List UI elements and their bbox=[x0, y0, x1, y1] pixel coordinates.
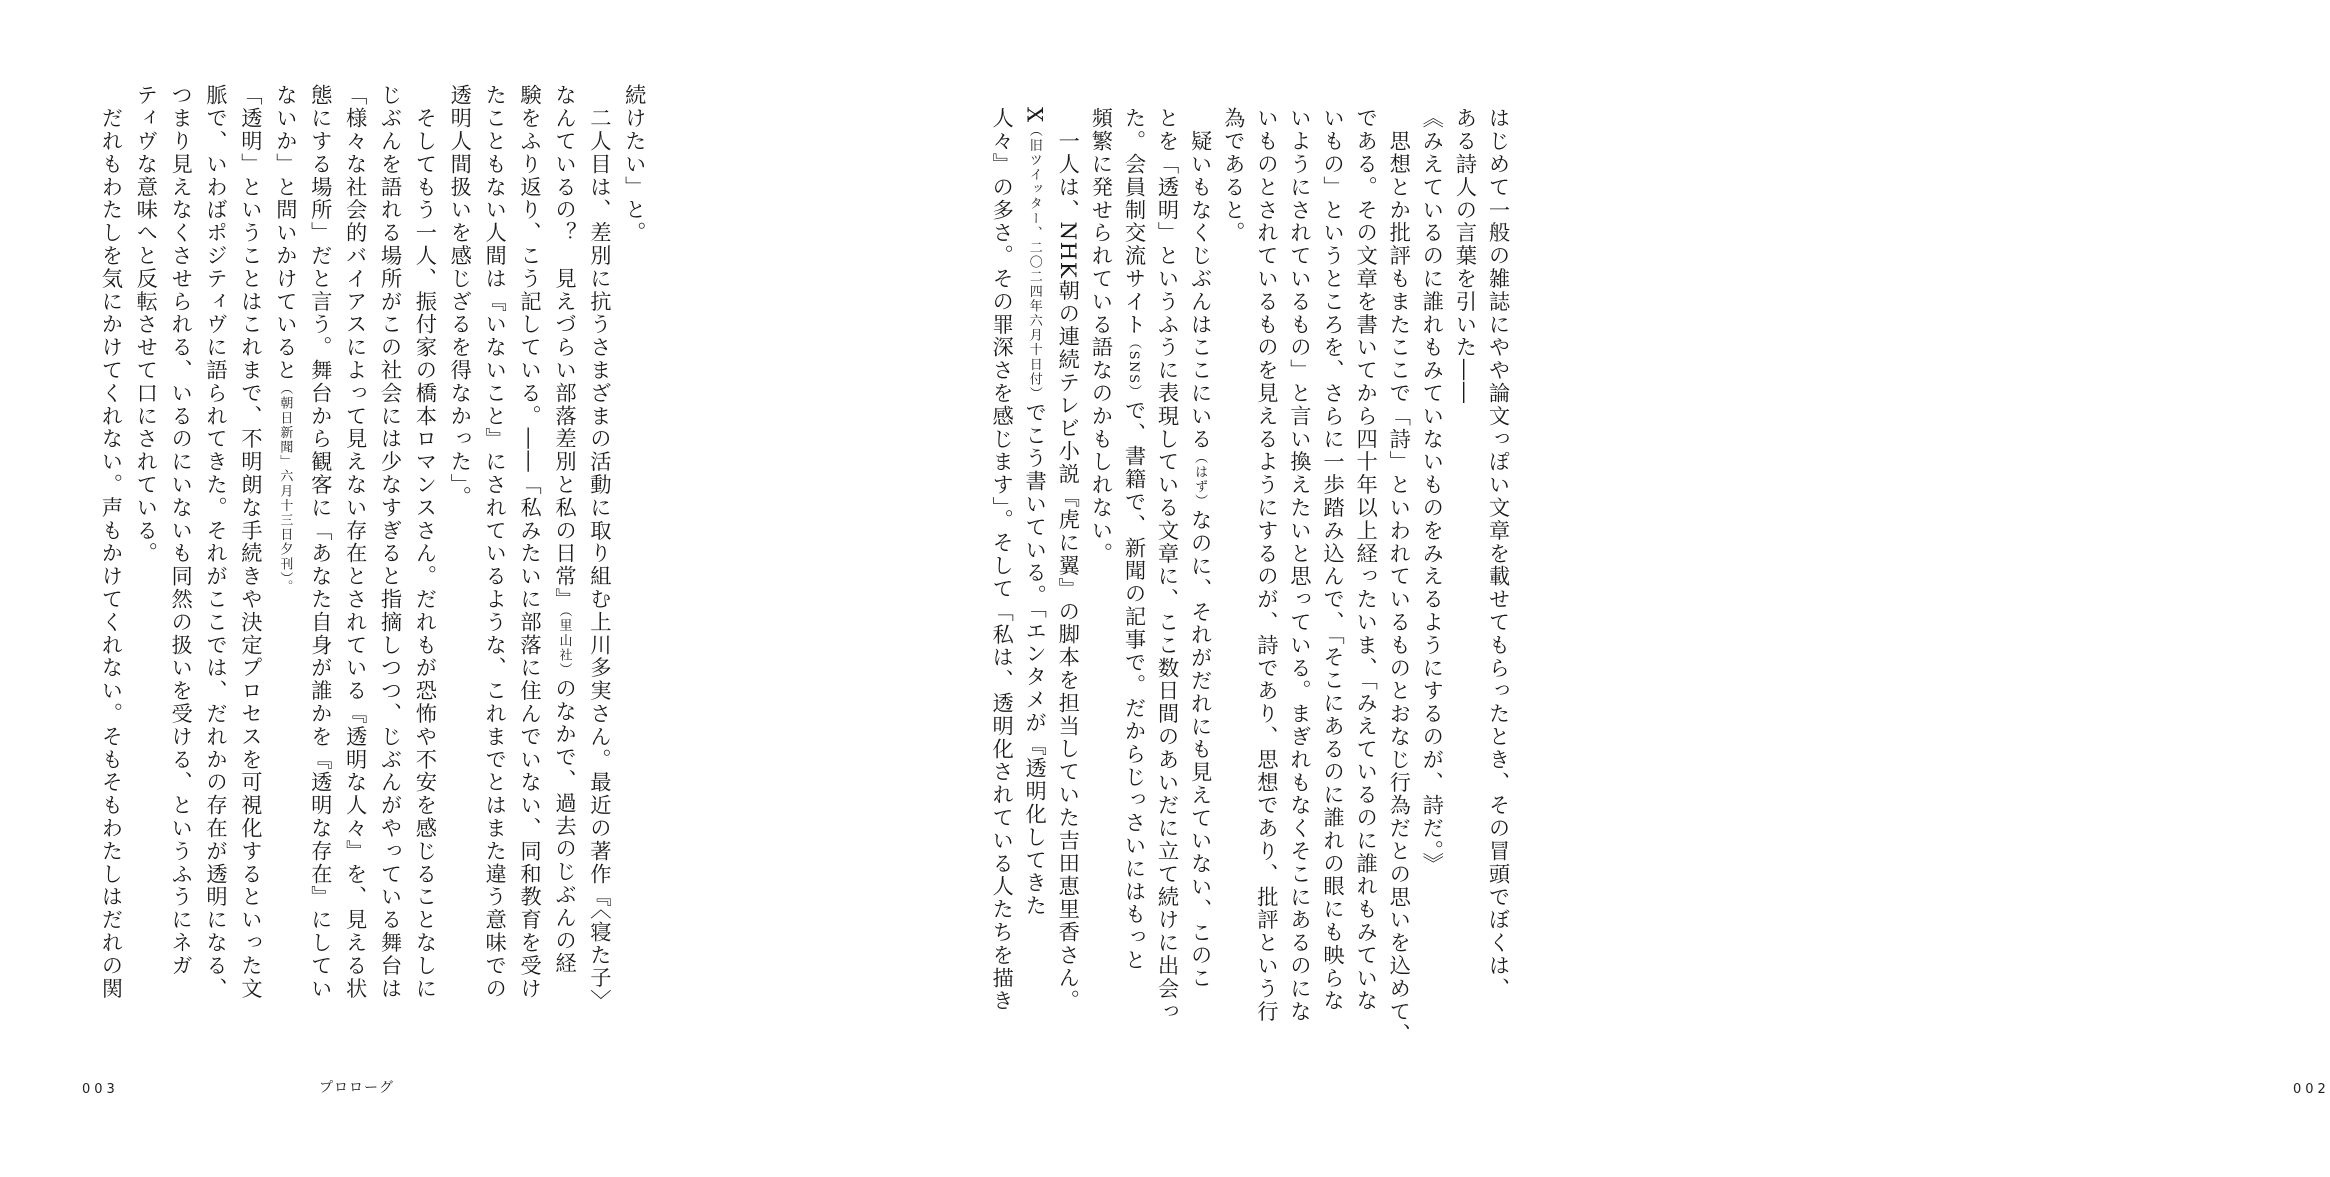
inline-note: （旧ツイッター、二〇二四年六月十日付） bbox=[1026, 123, 1042, 402]
text-line: 頻繁に発せられている語なのかもしれない。 bbox=[1087, 107, 1113, 565]
text-line: つまり見えなくさせられる、いるのにいないも同然の扱いを受ける、というふうにネガ bbox=[167, 84, 193, 978]
text-line: 「様々な社会的バイアスによって見えない存在とされている『透明な人々』を、見える状 bbox=[342, 84, 368, 1000]
inline-note: （里山社） bbox=[556, 610, 572, 678]
inline-note: （はず） bbox=[1192, 450, 1208, 509]
inline-note: （朝日新聞」六月十三日夕刊）。 bbox=[277, 381, 293, 595]
text-line: だれもわたしを気にかけてくれない。声もかけてくれない。そもそもわたしはだれの関 bbox=[97, 84, 123, 1000]
text-line: 疑いもなくじぶんはここにいる（はず）なのに、それがだれにも見えていない、このこ bbox=[1187, 107, 1213, 990]
text-line: 思想とか批評もまたここで「詩」といわれているものとおなじ行為だとの思いを込めて、 bbox=[1385, 107, 1411, 1046]
text-line: ある詩人の言葉を引いた―― bbox=[1451, 107, 1477, 405]
text-line: X（旧ツイッター、二〇二四年六月十日付）でこう書いている。「エンタメが『透明化してきた bbox=[1021, 107, 1047, 918]
page-003 bbox=[0, 0, 800, 1177]
running-head: プロローグ bbox=[319, 1080, 394, 1096]
page-number: 002 bbox=[2293, 1082, 2330, 1097]
text-line: ないか」と問いかけていると（朝日新聞」六月十三日夕刊）。 bbox=[272, 84, 298, 595]
text-line: いようにされているもの」と言い換えたいと思っている。まぎれもなくそこにあるのにな bbox=[1286, 107, 1312, 1023]
text-line: ティヴな意味へと反転させて口にされている。 bbox=[132, 84, 158, 565]
text-line: 態にする場所」だと言う。舞台から観客に「あなた自身が誰かを『透明な存在』にしてい bbox=[307, 84, 333, 1000]
text-line: なんているの？ 見えづらい部落差別と私の日常』（里山社）のなかで、過去のじぶんの経 bbox=[551, 84, 577, 975]
text-line: とを「透明」というふうに表現している文章に、ここ数日間のあいだに立て続けに出会っ bbox=[1154, 107, 1180, 1023]
text-line: はじめて一般の雑誌にやや論文っぽい文章を載せてもらったとき、その冒頭でぼくは、 bbox=[1485, 107, 1510, 1001]
text-line: 「透明」ということはこれまで、不明朗な手続きや決定プロセスを可視化するといった文 bbox=[237, 84, 263, 1000]
text-line: た。会員制交流サイト（SNS）で、書籍で、新聞の記事で。だからじっさいにはもっと bbox=[1120, 107, 1146, 972]
text-line: じぶんを語れる場所がこの社会には少なすぎると指摘しつつ、じぶんがやっている舞台は bbox=[377, 84, 403, 1000]
text-line: いものとされているものを見えるようにするのが、詩であり、思想であり、批評という行 bbox=[1253, 107, 1279, 1023]
page-002 bbox=[800, 0, 2330, 1177]
text-line: 二人目は、差別に抗うさまざまの活動に取り組む上川多実さん。最近の著作『〈寝た子〉 bbox=[586, 84, 612, 1013]
text-line: 透明人間扱いを感じざるを得なかった」。 bbox=[446, 84, 472, 509]
text-line: 脈で、いわばポジティヴに語られてきた。それがここでは、だれかの存在が透明になる、 bbox=[202, 84, 228, 1000]
text-line: 為であると。 bbox=[1220, 107, 1246, 245]
inline-note: （SNS） bbox=[1125, 336, 1141, 400]
text-line: 続けたい」と。 bbox=[621, 84, 647, 245]
body-text-left bbox=[86, 84, 647, 1013]
page-number: 003 bbox=[82, 1082, 119, 1097]
text-line: 一人は、NHK朝の連続テレビ小説『虎に翼』の脚本を担当していた吉田恵里香さん。 bbox=[1054, 107, 1080, 1013]
text-line: 人々』の多さ。その罪深さを感じます」。そして「私は、透明化されている人たちを描き bbox=[988, 107, 1014, 1013]
text-line: そしてもう一人、振付家の橋本ロマンスさん。だれもが恐怖や不安を感じることなしに bbox=[411, 84, 437, 1000]
text-line: である。その文章を書いてから四十年以上経ったいま、「みえているのに誰れもみていな bbox=[1352, 107, 1378, 1013]
text-line: たこともない人間は『いないこと』にされているような、これまでとはまた違う意味での bbox=[481, 84, 507, 1000]
text-line: いもの」というところを、さらに一歩踏み込んで、「そこにあるのに誰れの眼にも映らな bbox=[1319, 107, 1345, 1013]
text-line: 《みえているのに誰れもみていないものをみえるようにするのが、詩だ。》 bbox=[1418, 107, 1444, 875]
text-line: 験をふり返り、こう記している。――「私みたいに部落に住んでいない、同和教育を受け bbox=[516, 84, 542, 1000]
body-text-right bbox=[979, 107, 1510, 1046]
